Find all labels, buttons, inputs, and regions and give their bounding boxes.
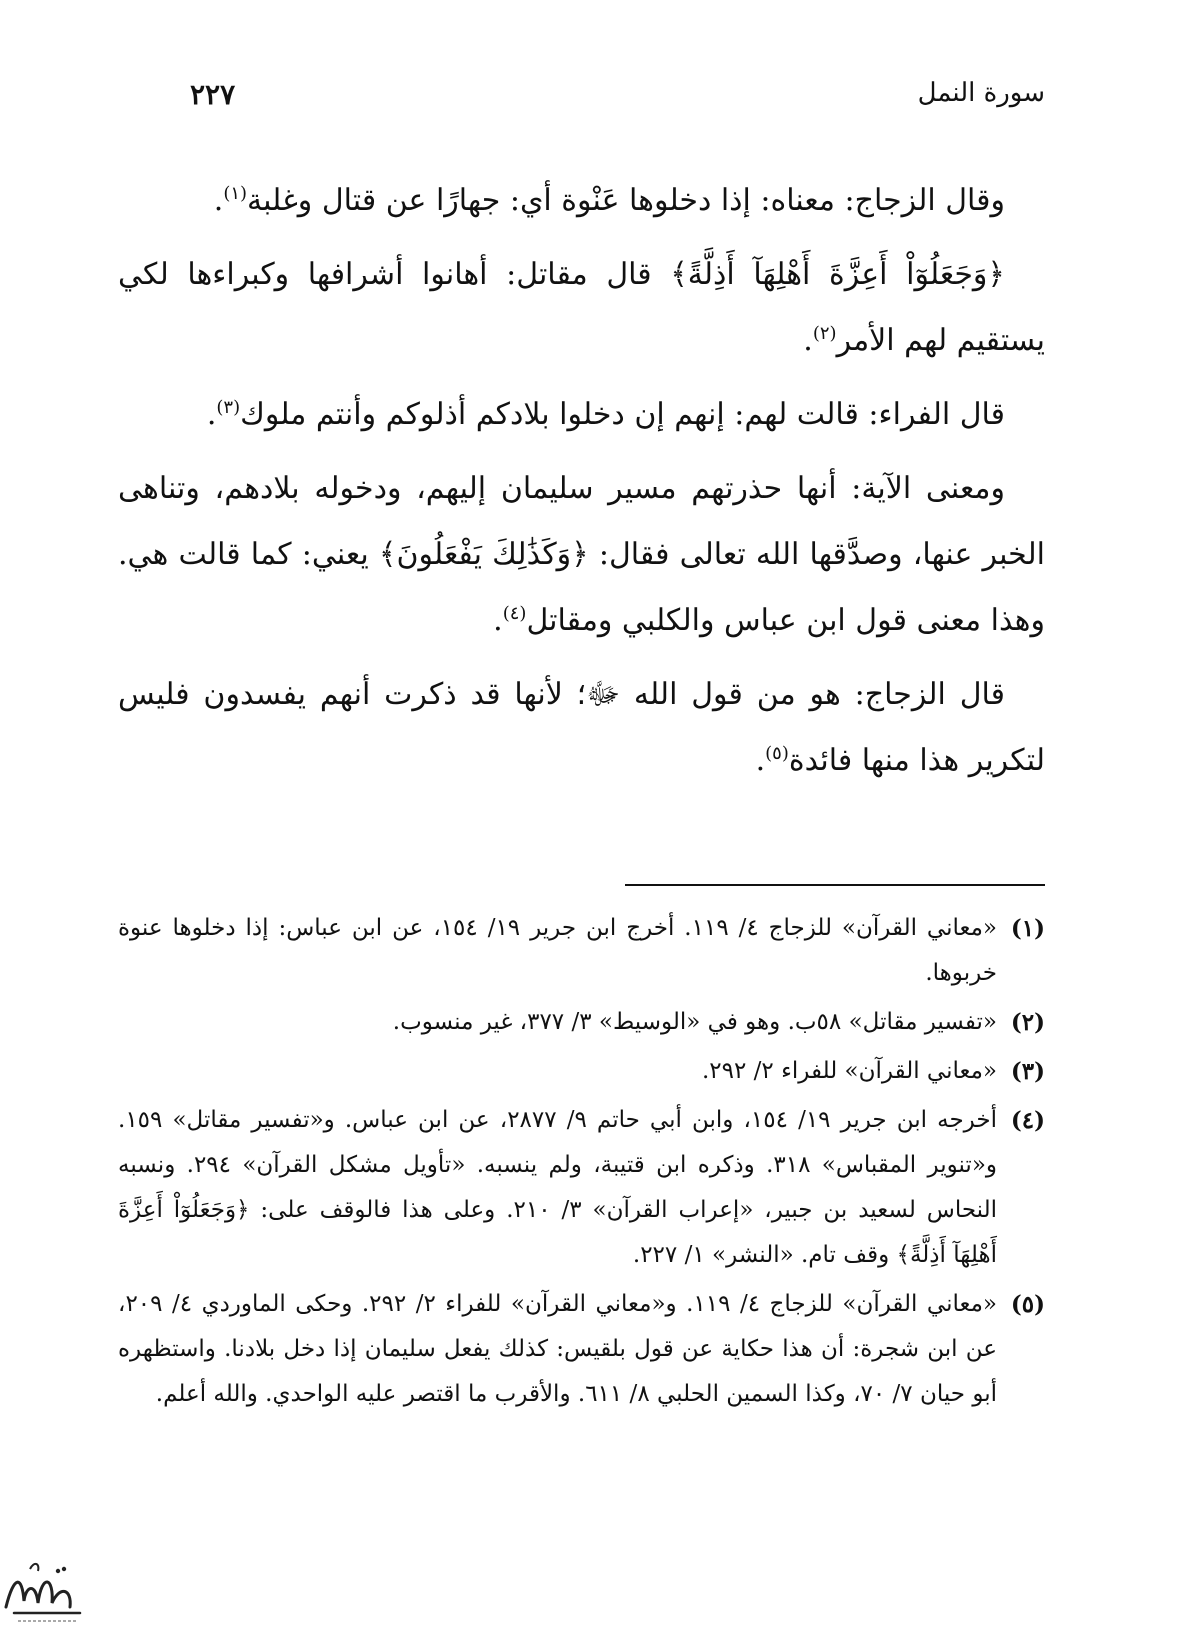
main-text <box>118 168 1045 802</box>
footnote-text: «معاني القرآن» للزجاج ٤/ ١١٩. أخرج ابن جرير ١٩/ ١٥٤، عن ابن عباس: إذا دخلوها عنوة خربوها. <box>118 915 997 986</box>
paragraph-text: ومعنى الآية: أنها حذرتهم مسير سليمان إليهم، ودخوله بلادهم، وتناهى الخبر عنها، وصدَّقها الله تعالى فقال: ﴿وَكَذَٰلِكَ يَفْعَلُونَ﴾ يعني: كما قالت هي. وهذا معنى قول ابن عباس والكلبي ومقاتل <box>118 471 1045 638</box>
footnote-reference: (٣) <box>216 397 241 418</box>
paragraph-text: ﴿وَجَعَلُوٓاْ أَعِزَّةَ أَهْلِهَآ أَذِلَّةً﴾ قال مقاتل: أهانوا أشرافها وكبراءها لكي يستقيم لهم الأمر <box>118 257 1045 358</box>
footnote-item <box>118 906 1045 996</box>
footnote-reference: (٢) <box>812 323 837 344</box>
footnote-number: (٣) <box>1010 1058 1045 1085</box>
footnote-reference: (٤) <box>502 603 527 624</box>
paragraph <box>118 382 1045 448</box>
footnote-item <box>118 1282 1045 1417</box>
paragraph-text: قال الزجاج: هو من قول الله ﷻ؛ لأنها قد ذكرت أنهم يفسدون فليس لتكرير هذا منها فائدة <box>118 677 1045 778</box>
paragraph-end: . <box>755 743 766 778</box>
footnotes <box>118 906 1045 1421</box>
paragraph-text: وقال الزجاج: معناه: إذا دخلوها عَنْوة أي: جهارًا عن قتال وغلبة <box>247 183 1005 218</box>
paragraph-end: . <box>213 183 224 218</box>
publisher-stamp-icon <box>0 1555 88 1635</box>
footnote-divider <box>625 884 1045 886</box>
footnote-item <box>118 1098 1045 1278</box>
surah-name: سورة النمل <box>917 78 1045 108</box>
paragraph-text: قال الفراء: قالت لهم: إنهم إن دخلوا بلادكم أذلوكم وأنتم ملوك <box>240 397 1005 432</box>
paragraph <box>118 456 1045 654</box>
footnote-number: (١) <box>1010 915 1045 942</box>
paragraph-end: . <box>493 603 503 638</box>
footnote-text: «تفسير مقاتل» ٥٨ب. وهو في «الوسيط» ٣/ ٣٧٧، غير منسوب. <box>392 1009 997 1035</box>
footnote-number: (٢) <box>1010 1009 1045 1036</box>
footnote-text: «معاني القرآن» للزجاج ٤/ ١١٩. و«معاني القرآن» للفراء ٢/ ٢٩٢. وحكى الماوردي ٤/ ٢٠٩، عن ابن شجرة: أن هذا حكاية عن قول بلقيس: كذلك يفعل سليمان إذا دخل بلادنا. واستظهره أبو حيان ٧/ ٧٠، وكذا السمين الحلبي ٨/ ٦١١. والأقرب ما اقتصر عليه الواحدي. والله أعلم. <box>118 1291 997 1407</box>
page-header <box>190 78 1045 118</box>
footnote-item <box>118 1000 1045 1045</box>
paragraph-end: . <box>206 397 217 432</box>
footnote-item <box>118 1049 1045 1094</box>
paragraph <box>118 168 1045 234</box>
footnote-text: «معاني القرآن» للفراء ٢/ ٢٩٢. <box>701 1058 997 1084</box>
footnote-reference: (١) <box>223 183 248 204</box>
paragraph-end: . <box>803 323 813 358</box>
paragraph <box>118 662 1045 794</box>
footnote-number: (٥) <box>1010 1291 1045 1318</box>
footnote-text: أخرجه ابن جرير ١٩/ ١٥٤، وابن أبي حاتم ٩/ ٢٨٧٧، عن ابن عباس. و«تفسير مقاتل» ١٥٩. و«تنوير المقباس» ٣١٨. وذكره ابن قتيبة، ولم ينسبه. «تأويل مشكل القرآن» ٢٩٤. ونسبه النحاس لسعيد بن جبير، «إعراب القرآن» ٣/ ٢١٠. وعلى هذا فالوقف على: ﴿وَجَعَلُوٓاْ أَعِزَّةَ أَهْلِهَآ أَذِلَّةً﴾ وقف تام. «النشر» ١/ ٢٢٧. <box>118 1107 998 1268</box>
footnote-reference: (٥) <box>765 743 789 764</box>
stamp-logo-icon <box>0 1555 88 1635</box>
paragraph <box>118 242 1045 374</box>
page-number: ٢٢٧ <box>190 78 236 111</box>
footnote-number: (٤) <box>1010 1107 1045 1134</box>
